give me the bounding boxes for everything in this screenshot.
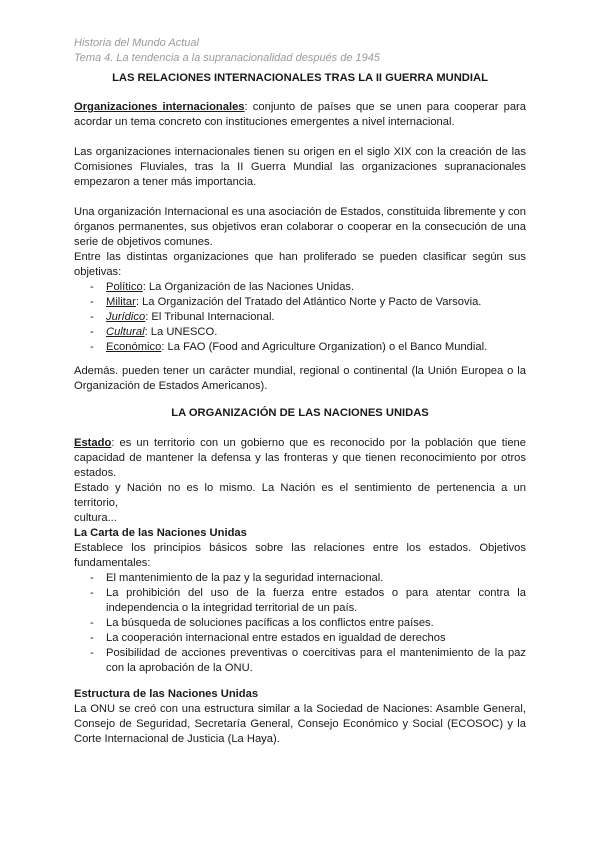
structure-line: Corte Internacional de Justicia (La Haya). <box>74 733 280 745</box>
estado-term: Estado <box>74 437 112 449</box>
objective-line: La cooperación internacional entre estados en igualdad de derechos <box>106 632 446 644</box>
type-term: Económico <box>106 341 162 353</box>
type-text: : La UNESCO. <box>144 326 218 338</box>
carta-line: fundamentales: <box>74 557 151 569</box>
type-text: : La Organización de las Naciones Unidas. <box>142 281 355 293</box>
carta-heading: La Carta de las Naciones Unidas <box>74 527 247 539</box>
paragraph-definition <box>74 100 526 130</box>
nacion-line: cultura... <box>74 512 117 524</box>
origin-line: Comisiones Fluviales, tras la II Guerra Mundial las organizaciones supranacionales <box>74 161 526 173</box>
type-term: Jurídico <box>106 311 146 323</box>
type-term: Cultural <box>106 326 145 338</box>
header-course: Historia del Mundo Actual <box>74 37 199 49</box>
estado-line: estados. <box>74 467 117 479</box>
list-item: - Jurídico: El Tribunal Internacional. <box>90 311 275 323</box>
definition-text-2: acordar un tema concreto con instituciones emergentes a nivel internacional. <box>74 116 455 128</box>
paragraph-scope <box>74 364 526 394</box>
intl-line: órganos permanentes, sus objetivos eran colaborar o cooperar en la consecución de una <box>74 221 526 233</box>
structure-line: Consejo de Seguridad, Secretaría General, Consejo Económico y Social (ECOSOC) y la <box>74 718 526 730</box>
section-title-onu: LA ORGANIZACIÓN DE LAS NACIONES UNIDAS <box>171 407 429 419</box>
intl-line: Una organización Internacional es una asociación de Estados, constituida libremente y con <box>74 206 526 218</box>
objective-line: independencia o la integridad territorial de un país. <box>106 602 358 614</box>
paragraph-origin <box>74 145 526 190</box>
definition-term: Organizaciones internacionales <box>74 101 245 113</box>
paragraph-international-org <box>74 205 526 280</box>
type-text: : La Organización del Tratado del Atlántico Norte y Pacto de Varsovia. <box>135 296 482 308</box>
header-topic: Tema 4. La tendencia a la supranacionalidad después de 1945 <box>74 52 380 64</box>
objective-line: La búsqueda de soluciones pacíficas a los conflictos entre países. <box>106 617 434 629</box>
list-item: - Posibilidad de acciones preventivas o coercitivas para el mantenimiento de la paz con la aprobación de la ONU. <box>90 647 526 674</box>
list-item: - Cultural: La UNESCO. <box>90 326 218 338</box>
origin-line: empezaron a tener más importancia. <box>74 176 257 188</box>
classify-line: Entre las distintas organizaciones que han proliferado se pueden clasificar según sus <box>74 251 526 263</box>
definition-text: : conjunto de países que se unen para cooperar para <box>244 101 526 113</box>
carta-line: Establece los principios básicos sobre las relaciones entre los estados. Objetivos <box>74 542 526 554</box>
scope-line: Organización de Estados Americanos). <box>74 380 268 392</box>
type-term: Político <box>106 281 143 293</box>
structure-heading: Estructura de las Naciones Unidas <box>74 688 259 700</box>
objective-line: con la aprobación de la ONU. <box>106 662 253 674</box>
paragraph-carta <box>74 541 526 571</box>
structure-line: La ONU se creó con una estructura similar a la Sociedad de Naciones: Asamble General, <box>74 703 526 715</box>
objective-line: La prohibición del uso de la fuerza entre estados o para atentar contra la <box>106 587 526 599</box>
origin-line: Las organizaciones internacionales tienen su origen en el siglo XIX con la creación de las <box>74 146 526 158</box>
org-type-list <box>74 280 526 355</box>
list-item: - Militar: La Organización del Tratado del Atlántico Norte y Pacto de Varsovia. <box>90 296 482 308</box>
list-item: - La cooperación internacional entre estados en igualdad de derechos <box>74 631 526 646</box>
nacion-line: Estado y Nación no es lo mismo. La Nación es el sentimiento de pertenencia a un territorio, <box>74 482 526 509</box>
type-text: : El Tribunal Internacional. <box>145 311 275 323</box>
list-item: - La prohibición del uso de la fuerza entre estados o para atentar contra la independencia o la integridad territorial de un país. <box>90 587 526 614</box>
estado-line: capacidad de mantener la defensa y las fronteras y que tienen reconocimiento por otros <box>74 452 526 464</box>
intl-line: serie de objetivos comunes. <box>74 236 213 248</box>
list-item: - Económico: La FAO (Food and Agriculture Organization) o el Banco Mundial. <box>90 341 488 353</box>
type-text: : La FAO (Food and Agriculture Organization) o el Banco Mundial. <box>161 341 488 353</box>
list-item: - El mantenimiento de la paz y la seguridad internacional. <box>74 571 526 586</box>
estado-text: : es un territorio con un gobierno que es reconocido por la población que tiene <box>111 437 526 449</box>
list-item: - La búsqueda de soluciones pacíficas a los conflictos entre países. <box>74 616 526 631</box>
type-term: Militar <box>106 296 136 308</box>
paragraph-estado <box>74 436 526 526</box>
scope-line: Además. pueden tener un carácter mundial, regional o continental (la Unión Europea o la <box>74 365 526 377</box>
objective-line: Posibilidad de acciones preventivas o coercitivas para el mantenimiento de la paz <box>106 647 526 659</box>
objectives-list <box>74 571 526 676</box>
list-item: - Político: La Organización de las Naciones Unidas. <box>90 281 355 293</box>
section-title-relaciones: LAS RELACIONES INTERNACIONALES TRAS LA II GUERRA MUNDIAL <box>112 72 488 84</box>
objective-line: El mantenimiento de la paz y la seguridad internacional. <box>106 572 384 584</box>
paragraph-structure <box>74 702 526 747</box>
classify-line: objetivas: <box>74 266 122 278</box>
